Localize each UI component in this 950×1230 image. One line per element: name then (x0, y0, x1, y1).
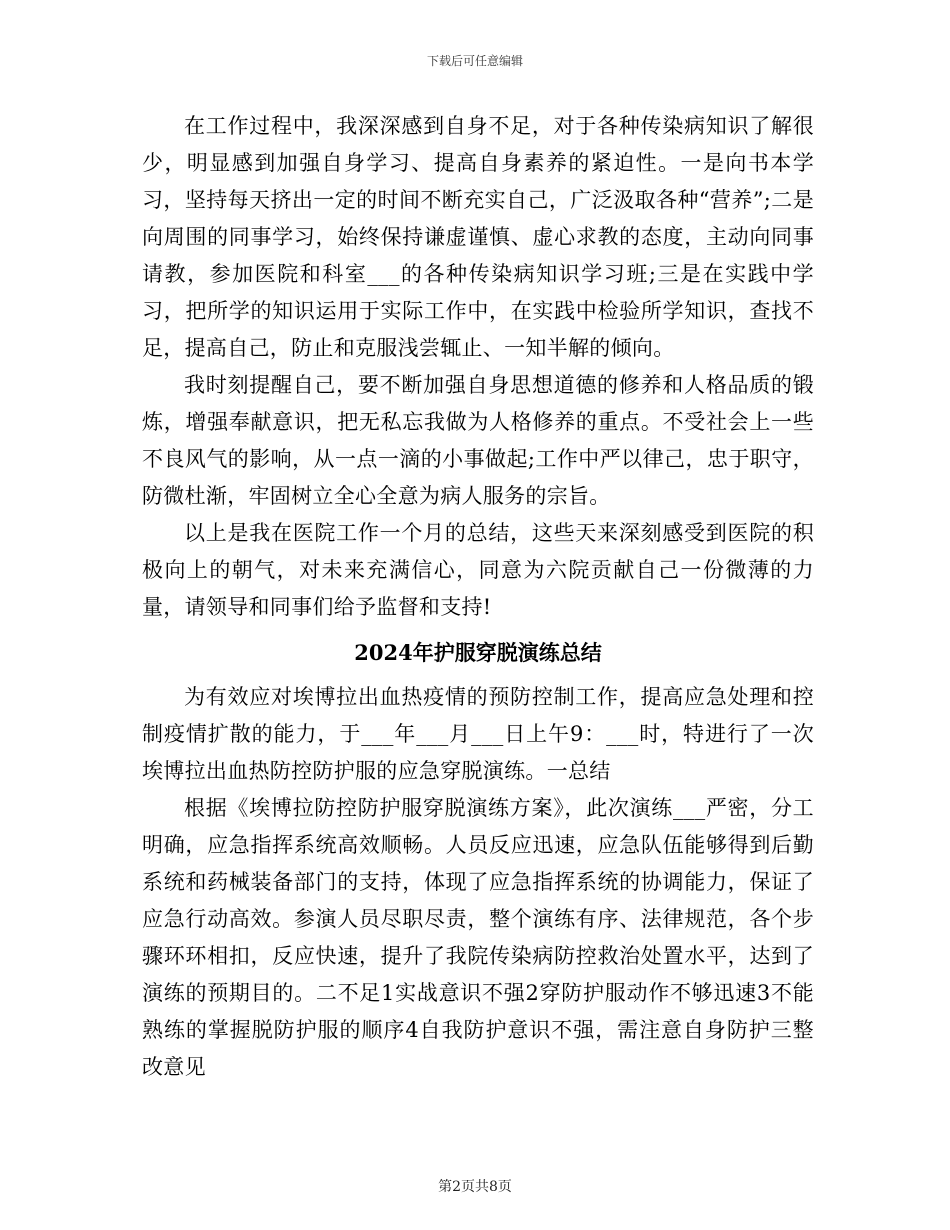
document-body (142, 108, 814, 1086)
paragraph-summary: 以上是我在医院工作一个月的总结，这些天来深刻感受到医院的积极向上的朝气，对未来充满信心，同意为六院贡献自己一份微薄的力量，请领导和同事们给予监督和支持! (142, 521, 814, 619)
paragraph-drill-intro: 为有效应对埃博拉出血热疫情的预防控制工作，提高应急处理和控制疫情扩散的能力，于___年___月___日上午9：___时，特进行了一次埃博拉出血热防控防护服的应急穿脱演练。一总结 (142, 685, 814, 783)
page-header: 下载后可任意编辑 (426, 54, 523, 68)
paragraph-study: 在工作过程中，我深深感到自身不足，对于各种传染病知识了解很少，明显感到加强自身学习、提高自身素养的紧迫性。一是向书本学习，坚持每天挤出一定的时间不断充实自己，广泛汲取各种“营养”;二是向周围的同事学习，始终保持谦虚谨慎、虚心求教的态度，主动向同事请教，参加医院和科室___的各种传染病知识学习班;三是在实践中学习，把所学的知识运用于实际工作中，在实践中检验所学知识，查找不足，提高自己，防止和克服浅尝辄止、一知半解的倾向。 (142, 114, 814, 360)
section-title: 2024年护服穿脱演练总结 (354, 640, 602, 665)
paragraph-morality: 我时刻提醒自己，要不断加强自身思想道德的修养和人格品质的锻炼，增强奉献意识，把无私忘我做为人格修养的重点。不受社会上一些不良风气的影响，从一点一滴的小事做起;工作中严以律己，忠于职守，防微杜渐，牢固树立全心全意为病人服务的宗旨。 (142, 373, 814, 508)
page-footer: 第2页共8页 (438, 1179, 512, 1195)
paragraph-drill-detail: 根据《埃博拉防控防护服穿脱演练方案》，此次演练___严密，分工明确，应急指挥系统高效顺畅。人员反应迅速，应急队伍能够得到后勤系统和药械装备部门的支持，体现了应急指挥系统的协调能力，保证了应急行动高效。参演人员尽职尽责，整个演练有序、法律规范，各个步骤环环相扣，反应快速，提升了我院传染病防控救治处置水平，达到了演练的预期目的。二不足1实战意识不强2穿防护服动作不够迅速3不能熟练的掌握脱防护服的顺序4自我防护意识不强，需注意自身防护三整改意见 (142, 796, 814, 1079)
